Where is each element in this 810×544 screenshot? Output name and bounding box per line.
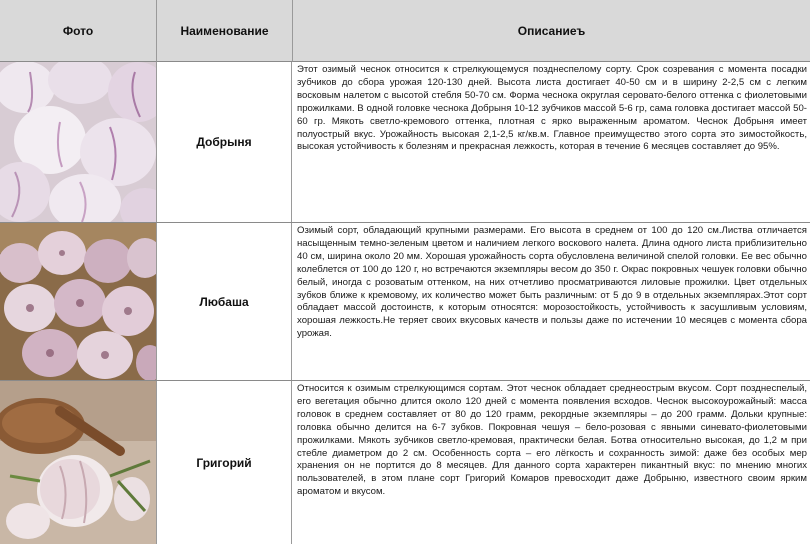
variety-description: Этот озимый чеснок относится к стрелкующемуся позднеспелому сорту. Срок созревания с момента посадки зубчиков до сбора урожая 120-130 дней. Высота листа достигает 40-50 см и в ширину 2-2,5 см с легким восковым налетом с высотой стебля 50-70 см. Форма чеснока округлая серовато-белого оттенка с фиолетовыми прожилками. В одной головке чеснока Добрыня 10-12 зубчиков массой 5-6 гр, сама головка достигает массой 50-60 гр. Мякоть светло-кремового оттенка, плотная с ярко выраженным ароматом. Чеснок Добрыня имеет полуострый вкус. Урожайность высокая 2,1-2,5 кг/кв.м. Главное преимущество этого сорта это зимостойкость, высокая устойчивость к болезням и прекрасная лежкость, которая в течение 6 месяцев составляет до 95%. — [297, 64, 807, 153]
variety-name-label: Григорий — [196, 455, 252, 470]
variety-name — [157, 223, 292, 380]
table-row — [0, 223, 810, 381]
variety-name — [157, 381, 292, 544]
table-row — [0, 381, 810, 544]
header-description-label: Описаниеъ — [517, 23, 586, 38]
table-row — [0, 62, 810, 223]
variety-description: Озимый сорт, обладающий крупными размерами. Его высота в среднем от 100 до 120 см.Листва отличается насыщенным темно-зеленым цветом и наличием легкого воскового налета. Длина одного листа приблизительно 40 см, ширина около 20 мм. Хорошая урожайность сорта обусловлена величиной спелой головки. Ее вес обычно колеблется от 100 до 120 г, но встречаются экземпляры весом до 350 г. Окрас покровных чешуек головки обычно белый, иногда с розоватым оттенком, на них отчетливо просматриваются лиловые прожилки. Цвет отдельных зубков ближе к кремовому, их количество может быть различным: от 5 до 9 в отдельных экземплярах.Этот сорт обладает массой достоинств, к которым относятся: морозостойкость, устойчивость к засушливым условиям, хорошая лежкость.Не теряет своих вкусовых качеств и пользы даже по истечении 10 месяцев с момента сбора урожая. — [297, 225, 807, 340]
variety-name-label: Любаша — [199, 294, 249, 309]
header-photo-label: Фото — [62, 23, 94, 38]
variety-name-label: Добрыня — [196, 135, 252, 149]
variety-name — [157, 62, 292, 222]
header-name-label: Наименование — [180, 23, 269, 38]
garlic-wooden-bowl-photo — [0, 381, 157, 544]
header-description — [293, 0, 810, 62]
header-photo — [0, 0, 157, 62]
variety-description: Относится к озимым стрелкующимся сортам. Этот чеснок обладает среднеострым вкусом. Сорт позднеспелый, его вегетация обычно длится около 120 дней с момента появления всходов. Чеснок высокоурожайный: масса головок в среднем составляет от 80 до 120 грамм, рекордные экземпляры – до 200 грамм. Дольки крупные: головка обычно делится на 6-7 зубков. Покровная чешуя – бело-розовая с явными синевато-фиолетовыми прожилками. Мякоть зубчиков светло-кремовая, практически белая. Ботва относительно высокая, до 1,2 м при стебле диаметром до 2 см. Особенность сорта – его лёгкость и сохранность зимой: даже без особых мер хранения он не портится до 8 месяцев. Для данного сорта характерен пикантный вкус: по мнению многих пользователей, в этом плане сорт Григорий Комаров превосходит даже Добрыню, известного своим ярким ароматом и вкусом. — [297, 383, 807, 498]
header-name — [157, 0, 293, 62]
garlic-bulbs-photo — [0, 62, 157, 222]
garlic-basket-photo — [0, 223, 157, 380]
